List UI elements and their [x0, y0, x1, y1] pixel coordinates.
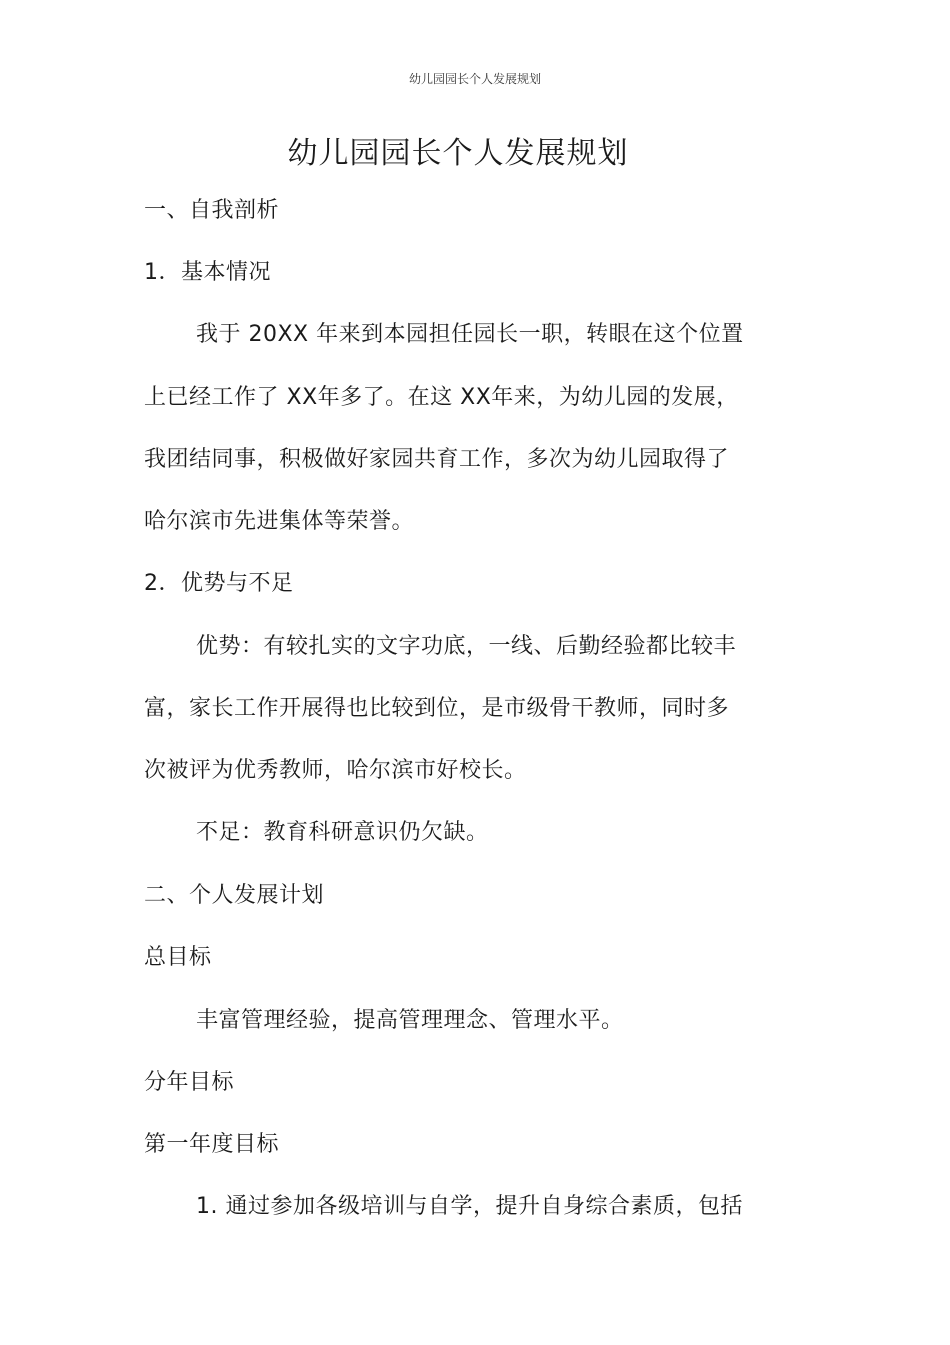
- document-title: 幼儿园园长个人发展规划: [287, 136, 629, 171]
- subheading-yearly-goals: 分年目标: [144, 1070, 235, 1095]
- list-item: 1. 通过参加各级培训与自学，提升自身综合素质，包括: [196, 1194, 743, 1219]
- section-heading-development-plan: 二、个人发展计划: [144, 883, 325, 908]
- paragraph-line: 不足：教育科研意识仍欠缺。: [196, 820, 489, 845]
- paragraph-line: 丰富管理经验，提高管理理念、管理水平。: [196, 1008, 624, 1033]
- subheading-basic-info: 1．基本情况: [144, 260, 271, 285]
- subheading-overall-goal: 总目标: [144, 945, 212, 970]
- paragraph-line: 富，家长工作开展得也比较到位，是市级骨干教师，同时多: [144, 696, 730, 721]
- paragraph-line: 优势：有较扎实的文字功底，一线、后勤经验都比较丰: [196, 634, 737, 659]
- paragraph-line: 我于 20XX 年来到本园担任园长一职，转眼在这个位置: [196, 322, 744, 347]
- running-header: 幼儿园园长个人发展规划: [408, 72, 541, 86]
- subheading-strengths-weaknesses: 2．优势与不足: [144, 571, 294, 596]
- paragraph-line: 次被评为优秀教师，哈尔滨市好校长。: [144, 758, 527, 783]
- subheading-first-year-goal: 第一年度目标: [144, 1132, 280, 1157]
- paragraph-line: 哈尔滨市先进集体等荣誉。: [144, 509, 415, 534]
- paragraph-line: 上已经工作了 XX年多了。在这 XX年来，为幼儿园的发展，: [144, 385, 739, 410]
- paragraph-line: 我团结同事，积极做好家园共育工作，多次为幼儿园取得了: [144, 447, 730, 472]
- section-heading-self-analysis: 一、自我剖析: [144, 198, 280, 223]
